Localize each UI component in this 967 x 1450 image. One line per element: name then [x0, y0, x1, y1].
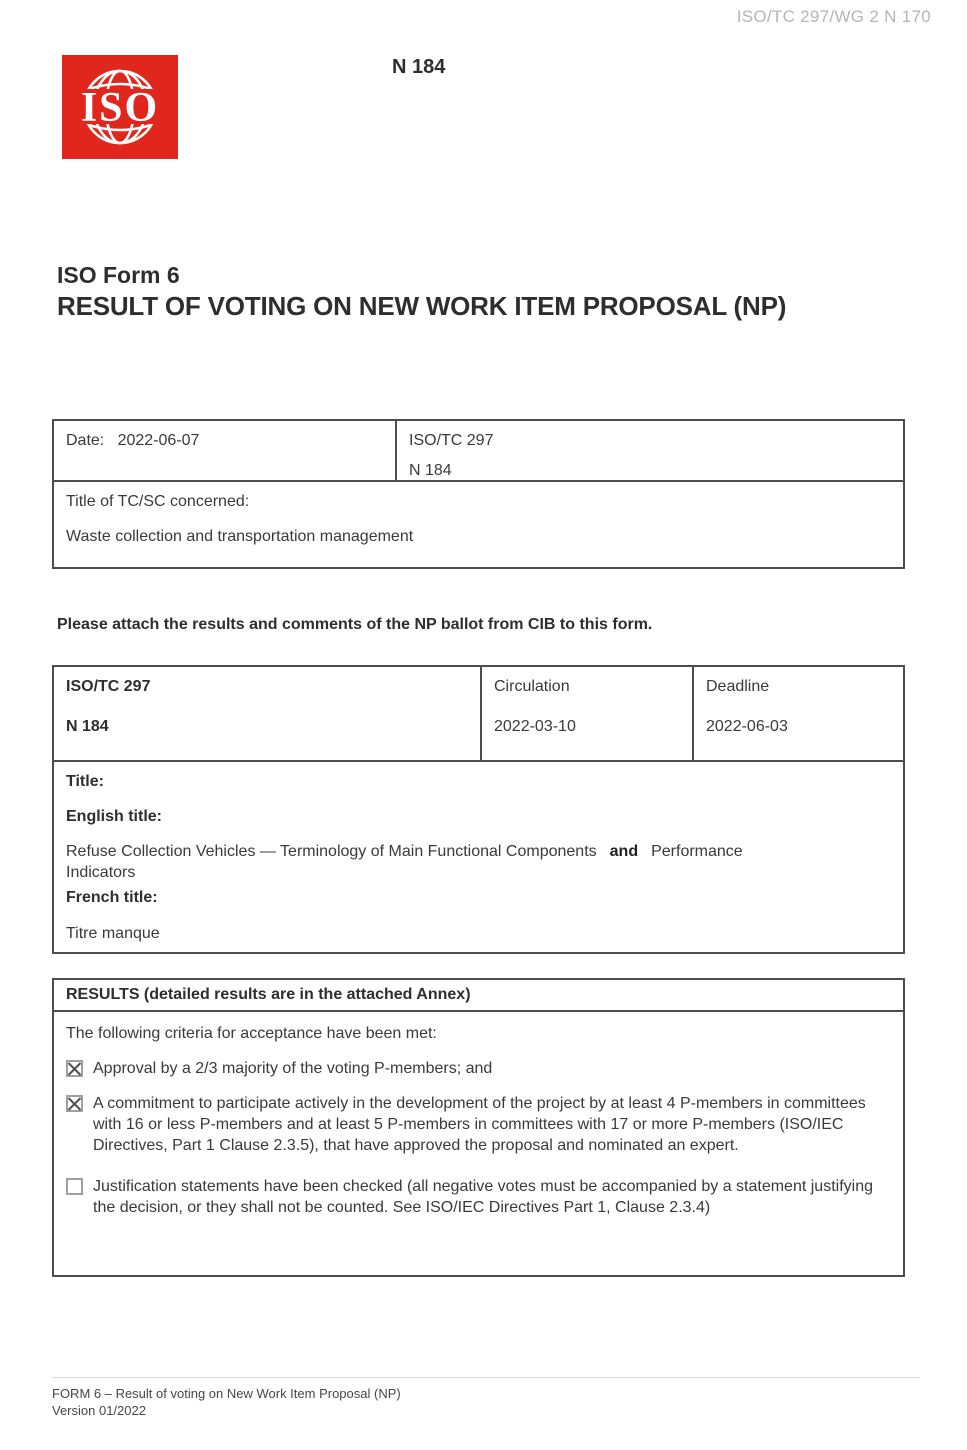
table-row	[54, 480, 903, 567]
tc-title-cell	[54, 482, 903, 567]
approval-checkbox[interactable]	[66, 1060, 83, 1077]
criterion-text: Approval by a 2/3 majority of the voting P-members; and	[93, 1060, 493, 1077]
table-row	[54, 421, 903, 480]
committee-name: ISO/TC 297	[409, 432, 494, 449]
circulation-date: 2022-03-10	[494, 718, 576, 735]
title-label: Title:	[66, 773, 104, 790]
document-number-top: N 184	[392, 56, 446, 78]
deadline-date: 2022-06-03	[706, 718, 788, 735]
english-title-value	[66, 841, 816, 883]
english-title-label: English title:	[66, 808, 162, 825]
table-row	[54, 760, 903, 952]
results-header-text: RESULTS (detailed results are in the attached Annex)	[66, 986, 471, 1003]
french-title-value: Titre manque	[66, 925, 160, 942]
criterion-text: A commitment to participate actively in the development of the project by at least 4 P-members in committees with 16 or less P-members and at least 5 P-members in committees with 17 or more P-members (ISO/IEC Directives, Part 1 Clause 2.3.5), that have approved the proposal and nominated an expert.	[93, 1095, 866, 1154]
footer-form-name: FORM 6 – Result of voting on New Work Item Proposal (NP)	[52, 1386, 401, 1401]
committee-cell	[395, 421, 903, 480]
form-subject: RESULT OF VOTING ON NEW WORK ITEM PROPOSAL (NP)	[57, 291, 787, 321]
circulation-label: Circulation	[494, 678, 570, 695]
iso-logo-icon	[62, 55, 178, 159]
titles-cell	[54, 762, 903, 952]
criterion-text: Justification statements have been checked (all negative votes must be accompanied by a statement justifying the decision, or they shall not be counted. See ISO/IEC Directives Part 1, Clause 2.3.4)	[93, 1178, 873, 1216]
ballot-doc-number: N 184	[66, 718, 109, 735]
footer-version: Version 01/2022	[52, 1403, 146, 1418]
tc-title-label: Title of TC/SC concerned:	[66, 493, 250, 510]
logo-text: ISO	[80, 85, 160, 131]
english-title-and: and	[609, 843, 639, 860]
justification-checkbox[interactable]	[66, 1178, 83, 1195]
info-table	[52, 419, 905, 569]
ballot-committee-name: ISO/TC 297	[66, 678, 151, 695]
deadline-label: Deadline	[706, 678, 770, 695]
date-value: 2022-06-07	[117, 432, 200, 449]
deadline-cell	[692, 667, 903, 760]
ballot-committee-cell	[54, 667, 480, 760]
criterion-justification	[66, 1176, 891, 1218]
results-table	[52, 978, 905, 1277]
tc-title-value: Waste collection and transportation management	[66, 528, 414, 545]
english-title-part2: Performance Indicators	[66, 843, 743, 881]
date-cell	[54, 421, 395, 480]
results-header	[54, 980, 903, 1010]
results-body	[54, 1010, 903, 1275]
table-row	[54, 667, 903, 760]
committee-doc-number: N 184	[409, 462, 452, 479]
form-name: ISO Form 6	[57, 262, 180, 288]
circulation-cell	[480, 667, 692, 760]
criteria-intro: The following criteria for acceptance have been met:	[66, 1025, 437, 1042]
date-label: Date:	[66, 432, 105, 449]
commitment-checkbox[interactable]	[66, 1095, 83, 1112]
page-footer	[52, 1377, 920, 1419]
english-title-part1: Refuse Collection Vehicles — Terminology of Main Functional Components	[66, 843, 597, 860]
french-title-label: French title:	[66, 889, 158, 906]
page-title	[57, 260, 786, 322]
criterion-approval	[66, 1058, 891, 1079]
criterion-commitment	[66, 1093, 891, 1156]
document-reference: ISO/TC 297/WG 2 N 170	[736, 7, 931, 26]
ballot-table	[52, 665, 905, 954]
attach-instruction: Please attach the results and comments of the NP ballot from CIB to this form.	[57, 616, 653, 633]
